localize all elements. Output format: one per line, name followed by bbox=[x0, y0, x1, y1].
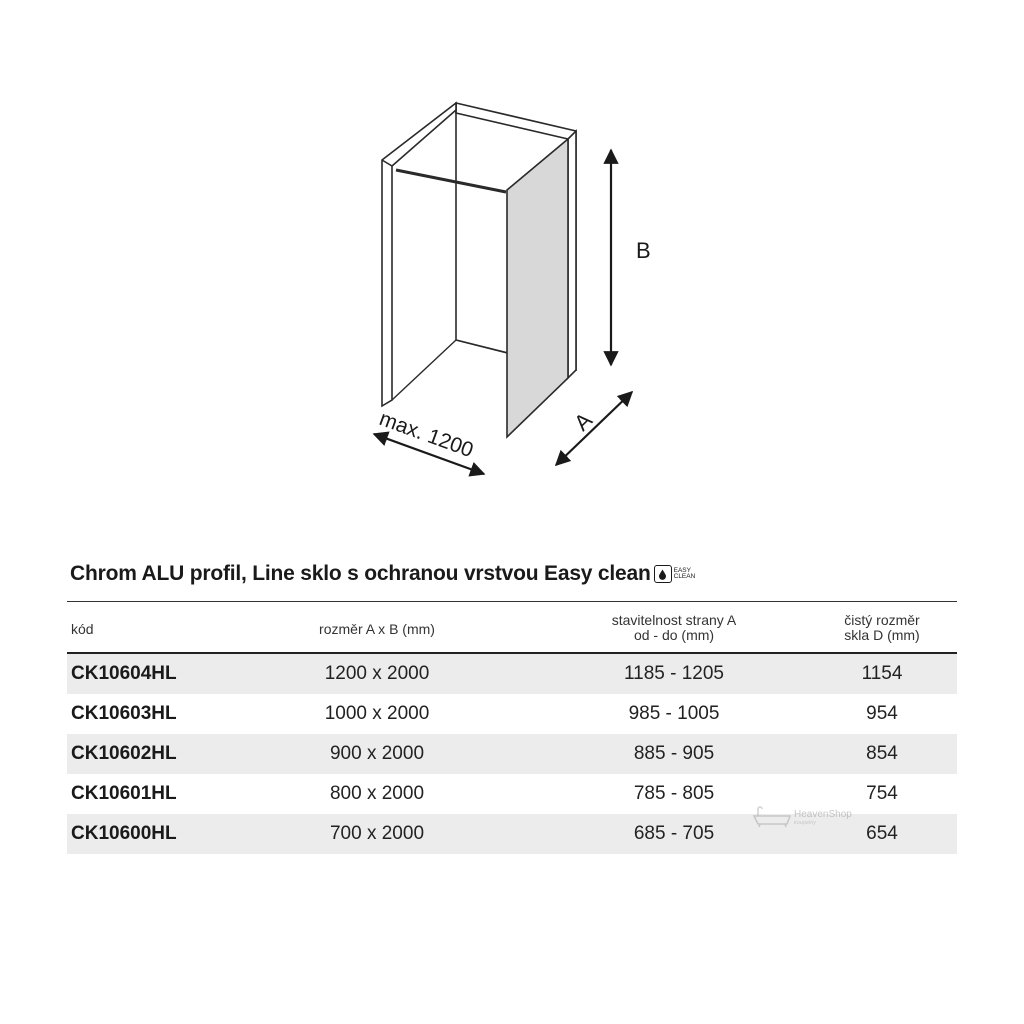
badge-line1: EASY bbox=[673, 566, 691, 574]
cell-code: CK10603HL bbox=[71, 703, 177, 724]
cell-glass: 754 bbox=[866, 783, 898, 804]
cell-size: 1200 x 2000 bbox=[324, 663, 430, 684]
cell-adjustment: 785 - 805 bbox=[633, 783, 715, 804]
cell-size: 900 x 2000 bbox=[329, 743, 425, 764]
left-wall-panel bbox=[382, 103, 456, 406]
header-glass-line2: skla D (mm) bbox=[844, 627, 920, 643]
watermark-tagline: koupelny bbox=[794, 819, 817, 826]
cell-adjustment: 885 - 905 bbox=[633, 743, 715, 764]
header-glass-line1: čistý rozměr bbox=[844, 612, 920, 628]
cell-adjustment: 685 - 705 bbox=[633, 823, 715, 844]
cell-glass: 654 bbox=[866, 823, 898, 844]
table-row bbox=[67, 734, 957, 774]
badge-line2: CLEAN bbox=[673, 573, 696, 580]
table-header bbox=[67, 602, 957, 654]
stabilising-bar bbox=[396, 170, 506, 192]
header-adjustment-line2: od - do (mm) bbox=[633, 627, 715, 643]
bathtub-icon bbox=[752, 806, 792, 828]
glass-panel bbox=[507, 139, 568, 437]
easy-clean-badge bbox=[654, 565, 696, 583]
watermark bbox=[752, 806, 852, 828]
water-drop-icon bbox=[654, 565, 672, 583]
header-size: rozměr A x B (mm) bbox=[319, 621, 435, 637]
dimension-b-label: B bbox=[636, 238, 651, 263]
cell-code: CK10602HL bbox=[71, 743, 177, 764]
header-adjustment-line1: stavitelnost strany A bbox=[611, 612, 737, 628]
header-glass bbox=[807, 613, 957, 643]
cell-code: CK10604HL bbox=[71, 663, 177, 684]
product-title: Chrom ALU profil, Line sklo s ochranou vrstvou Easy clean bbox=[70, 562, 651, 585]
header-code: kód bbox=[71, 621, 94, 637]
cell-size: 800 x 2000 bbox=[329, 783, 425, 804]
dimension-a-label: A bbox=[569, 407, 598, 436]
cell-adjustment: 985 - 1005 bbox=[628, 703, 720, 724]
floor-edge bbox=[392, 340, 507, 400]
watermark-brand: HeavenShop bbox=[794, 808, 852, 820]
cell-adjustment: 1185 - 1205 bbox=[623, 663, 724, 684]
table-row bbox=[67, 694, 957, 734]
cell-glass: 854 bbox=[866, 743, 898, 764]
right-wall-edge bbox=[568, 131, 576, 378]
cell-glass: 1154 bbox=[861, 663, 903, 684]
cell-glass: 954 bbox=[866, 703, 898, 724]
dimension-width-label: max. 1200 bbox=[376, 407, 477, 463]
product-title-bar bbox=[70, 562, 695, 586]
cell-code: CK10601HL bbox=[71, 783, 177, 804]
table-row bbox=[67, 654, 957, 694]
cell-code: CK10600HL bbox=[71, 823, 177, 844]
header-adjustment bbox=[567, 613, 781, 643]
dimension-a-arrow bbox=[556, 392, 632, 465]
cell-size: 700 x 2000 bbox=[329, 823, 425, 844]
cell-size: 1000 x 2000 bbox=[324, 703, 430, 724]
